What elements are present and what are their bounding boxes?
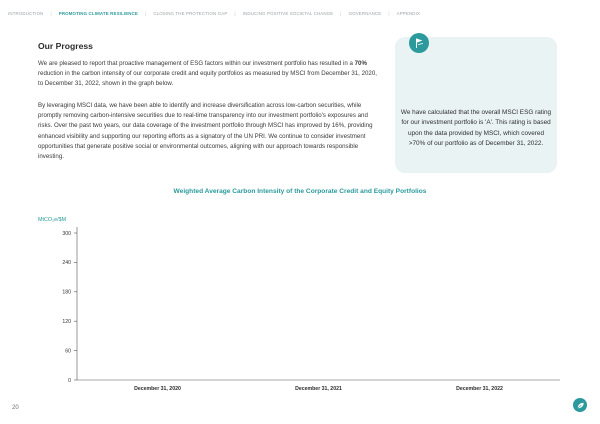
intro-text-start: We are pleased to report that proactive management of ESG factors within our investment portfolio has resulted in a — [38, 60, 355, 67]
y-tick-label: 300 — [62, 230, 71, 237]
nav-item-closing-the-protection-gap[interactable]: CLOSING THE PROTECTION GAP — [153, 10, 228, 16]
chart-title: Weighted Average Carbon Intensity of the Corporate Credit and Equity Portfolios — [173, 188, 427, 195]
y-tick-label: 240 — [62, 260, 71, 267]
section-heading: Our Progress — [38, 41, 93, 51]
nav-separator: | — [388, 10, 390, 16]
x-category-label: December 31, 2021 — [295, 386, 342, 392]
nav-item-governance[interactable]: GOVERNANCE — [348, 10, 382, 16]
msci-paragraph: By leveraging MSCI data, we have been able to identify and increase diversification across low-carbon securities, while promptly removing carbon-intensive securities due to real-time transparency into our investment portfolio's exposures and risks. Over the past two years, our data coverage of the investment portfolio through MSCI has improved by 16%, providing enhanced visibility and supporting our reporting efforts as a signatory of the UN PRI. We continue to consider investment opportunities that generate positive social or environmental outcomes, aligning with our approach towards responsible investing. — [38, 102, 373, 161]
nav-separator: | — [145, 10, 147, 16]
y-axis-label: MtCO₂e/$M — [38, 217, 67, 223]
intro-text-end: reduction in the carbon intensity of our corporate credit and equity portfolios as measured by MSCI from December 31, 2020, to December 31, 2022, shown in the graph below. — [38, 70, 377, 88]
nav-item-inducing-positive-societal-change[interactable]: INDUCING POSITIVE SOCIETAL CHANGE — [242, 10, 334, 16]
y-tick-label: 60 — [65, 348, 71, 355]
x-category-label: December 31, 2022 — [456, 386, 503, 392]
page-number: 20 — [12, 405, 19, 411]
nav-item-appendix[interactable]: APPENDIX — [396, 10, 421, 16]
y-tick-label: 0 — [68, 377, 71, 384]
reduction-percentage: 70% — [354, 60, 367, 67]
nav-item-promoting-climate-resilience[interactable]: PROMOTING CLIMATE RESILIENCE — [58, 10, 139, 16]
nav-item-introduction[interactable]: INTRODUCTION — [8, 10, 44, 16]
rating-callout-text: We have calculated that the overall MSCI ESG rating for our investment portfolio is 'A'. This rating is based upon the data provided by MSCI, which covered >70% of our portfolio as of December 31, 2022. — [400, 109, 552, 148]
nav-separator: | — [50, 10, 52, 16]
nav-separator: | — [340, 10, 342, 16]
nav-separator: | — [234, 10, 236, 16]
x-category-label: December 31, 2020 — [134, 386, 181, 392]
y-tick-label: 120 — [62, 319, 71, 325]
leaf-icon[interactable] — [573, 398, 587, 412]
y-tick-label: 180 — [62, 289, 71, 296]
